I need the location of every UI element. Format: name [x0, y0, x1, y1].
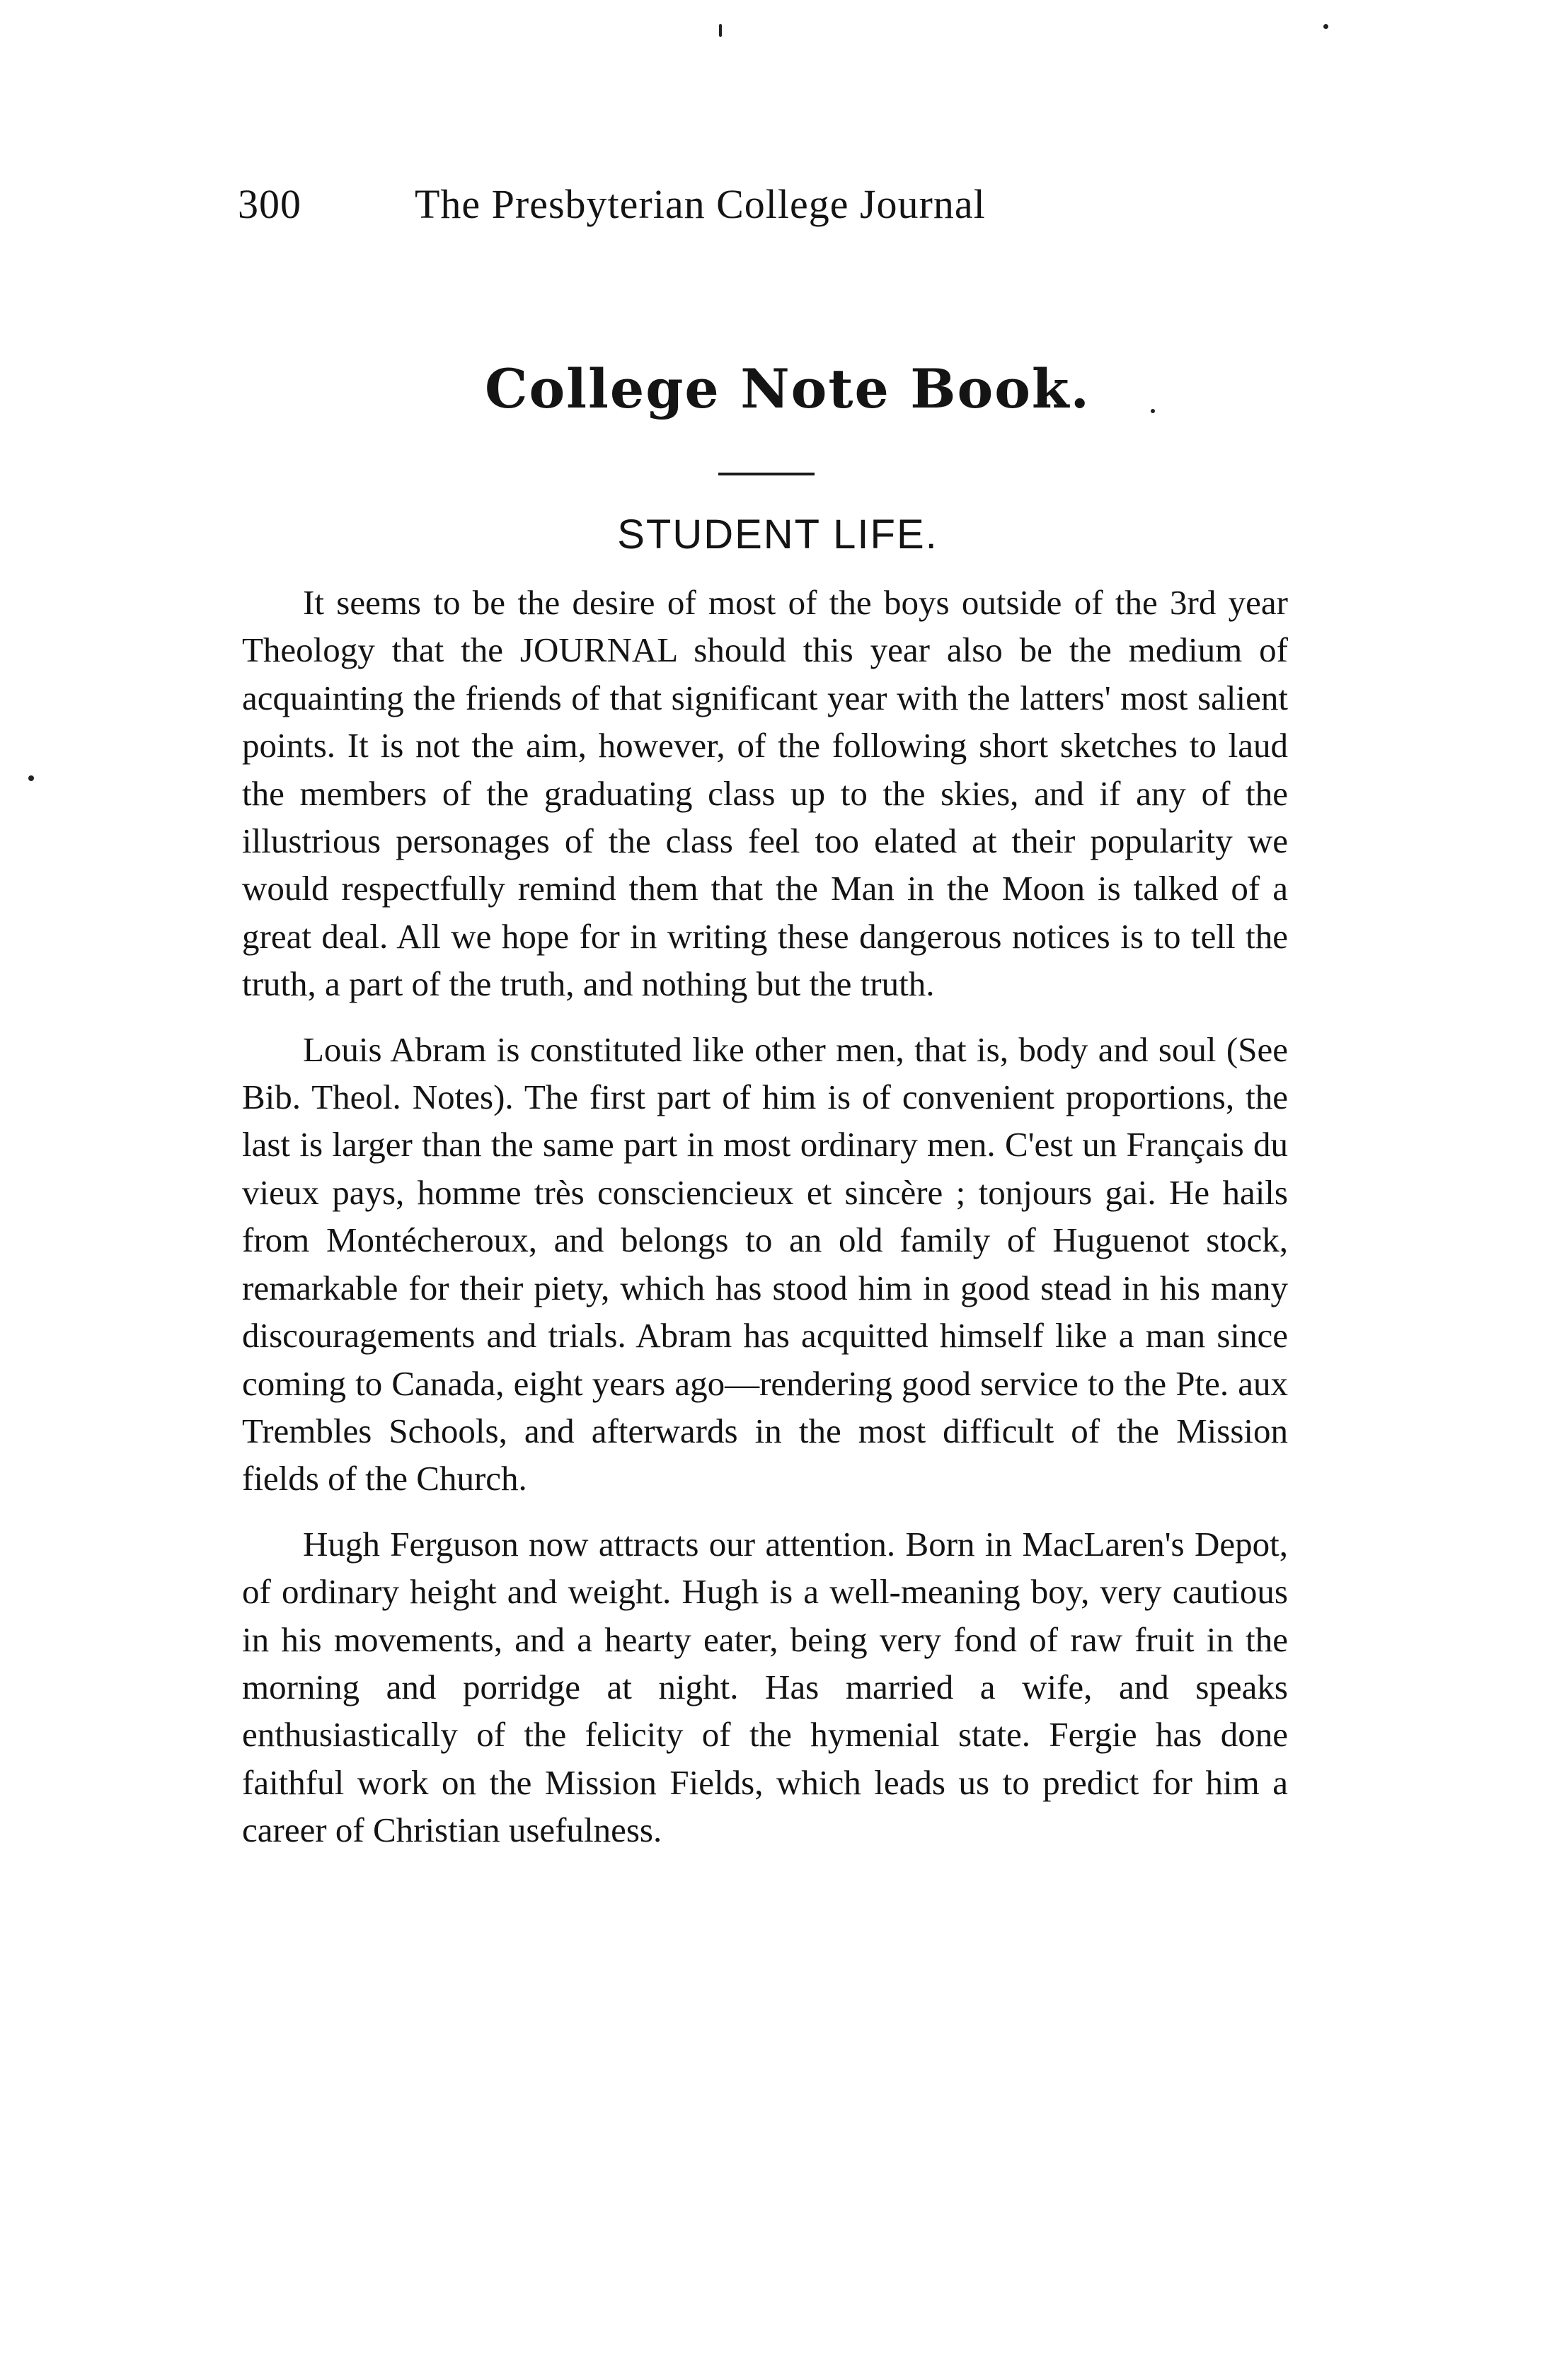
print-speck — [1323, 24, 1328, 29]
section-subtitle: STUDENT LIFE. — [617, 512, 938, 558]
paragraph-introduction: It seems to be the desire of most of the boys outside of the 3rd year Theology that the JOURNAL should this year also be the medium of acquainting the friends of that significant year with the latters' most salient points. It is not the aim, however, of the following short sketches to laud the members of the graduating class up to the skies, and if any of the illustrious personages of the class feel too elated at their popularity we would respectfully remind them that the Man in the Moon is talked of a great deal. All we hope for in writing these dangerous notices is to tell the truth, a part of the truth, and nothing but the truth. — [242, 583, 1288, 1004]
page-number: 300 — [238, 181, 301, 227]
paragraph-hugh-ferguson: Hugh Ferguson now attracts our attention. Born in MacLaren's Depot, of ordinary height and weight. Hugh is a well-meaning boy, very cautious in his movements, and a hearty eater, being very fond of raw fruit in the morning and porridge at night. Has married a wife, and speaks enthusiastically of the felicity of the hymenial state. Fergie has done faithful work on the Mission Fields, which leads us to predict for him a career of Christian usefulness. — [242, 1524, 1288, 1850]
article-body — [242, 579, 1288, 1872]
print-speck — [28, 775, 34, 781]
journal-title: The Presbyterian College Journal — [415, 181, 986, 227]
title-divider — [718, 473, 815, 475]
running-head — [238, 180, 1158, 228]
print-speck — [719, 24, 722, 37]
paragraph-louis-abram: Louis Abram is constituted like other men, that is, body and soul (See Bib. Theol. Notes). The first part of him is of convenient proportions, the last is larger than the same part in most ordinary men. C'est un Français du vieux pays, homme très consciencieux et sincère ; tonjours gai. He hails from Montécheroux, and belongs to an old family of Huguenot stock, remarkable for their piety, which has stood him in good stead in his many discouragements and trials. Abram has acquitted himself like a man since coming to Canada, eight years ago—rendering good service to the Pte. aux Trembles Schools, and afterwards in the most difficult of the Mission fields of the Church. — [242, 1029, 1288, 1498]
section-title: College Note Book. — [484, 357, 1091, 420]
